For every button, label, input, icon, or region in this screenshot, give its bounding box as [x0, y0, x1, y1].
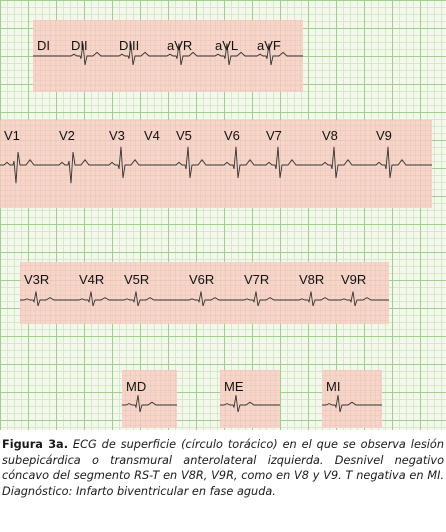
lead-label-me: ME: [224, 379, 244, 394]
caption-separator: .: [63, 438, 68, 451]
lead-label-avl: aVL: [215, 38, 239, 53]
lead-label-v5r: V5R: [124, 272, 150, 287]
lead-label-v5: V5: [176, 128, 192, 143]
lead-label-v9: V9: [376, 128, 392, 143]
lead-label-v6: V6: [224, 128, 240, 143]
lead-label-v9r: V9R: [341, 272, 367, 287]
caption-label: Figura 3a: [2, 438, 64, 451]
lead-label-v4r: V4R: [79, 272, 105, 287]
lead-label-v3r: V3R: [24, 272, 50, 287]
lead-label-dii: DII: [71, 38, 88, 53]
lead-label-v8r: V8R: [299, 272, 325, 287]
lead-label-v3: V3: [109, 128, 125, 143]
lead-label-v7r: V7R: [244, 272, 270, 287]
lead-label-v1: V1: [4, 128, 20, 143]
lead-label-v6r: V6R: [189, 272, 215, 287]
figure-caption: [2, 437, 444, 499]
lead-label-avr: aVR: [167, 38, 193, 53]
lead-label-diii: DIII: [119, 38, 140, 53]
lead-label-avf: aVF: [257, 38, 281, 53]
lead-label-di: DI: [37, 38, 50, 53]
caption-text: ECG de superficie (círculo torácico) en el que se observa lesión subepicárdica o transmural anterolateral izquierda. Desnivel negativo cóncavo del segmento RS-T en V8R, V9R, como en V8 y V9. T negativa en MI. Diagnóstico: Infarto biventricular en fase aguda.: [2, 438, 444, 498]
lead-label-mi: MI: [326, 379, 341, 394]
lead-label-v4: V4: [144, 128, 160, 143]
lead-label-md: MD: [126, 379, 147, 394]
lead-label-v2: V2: [59, 128, 75, 143]
lead-label-v8: V8: [322, 128, 338, 143]
lead-label-v7: V7: [266, 128, 282, 143]
